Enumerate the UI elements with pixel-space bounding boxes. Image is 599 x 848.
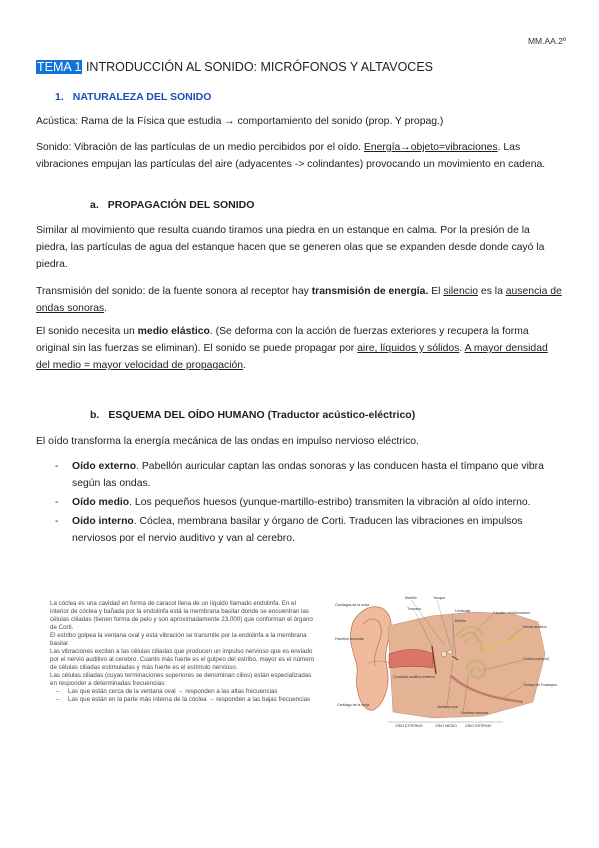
label-pabellon: Pabellón auricular [335,637,364,641]
page-title [36,60,433,74]
list-item-bold: Oído externo [72,461,137,472]
section-b-title: ESQUEMA DEL OÍDO HUMANO (Traductor acústico-eléctrico) [108,409,416,421]
list-item [55,513,565,547]
snippet-line: Las vibraciones excitan a las células ciliadas que producen un impulso nervioso que es enviado por el nervio auditivo al cerebro. Cuanto más fuerte es el golpeo del estribo, mayor es el número de células ciliadas estimuladas y más fuerte es el estímulo nervioso. [50,648,315,671]
transmision-silencio: silencio [443,286,479,297]
transmision-text-4: . [104,303,108,314]
pinna-shape [351,607,392,710]
list-item-bold: Oido interno [72,516,134,527]
medio-densidad: A mayor densidad del medio = mayor velocidad de propagación [36,343,548,371]
medio-text-2: . (Se deforma con la acción de fuerzas exteriores y recupera la forma original sin las fuerzas se eliminan). El sonido se puede propagar por [36,326,529,354]
label-ventana-redonda: Ventana redonda [461,711,489,715]
transmision-text-3: es la [478,286,506,297]
transmision-text-2: El [428,286,444,297]
section-a-title: PROPAGACIÓN DEL SONIDO [107,199,255,211]
paragraph-acustica: Acústica: Rama de la Física que estudia → comportamiento del sonido (prop. Y propag.) [36,116,444,127]
label-timpano: Tímpano [407,607,422,611]
label-conducto: Conducto auditivo externo [393,675,435,679]
list-item-text [72,513,565,547]
section-1-heading [55,91,211,103]
ear-anatomy-svg [333,594,561,729]
section-1-title: NATURALEZA DEL SONIDO [72,91,212,103]
list-item-bold: Oído medio [72,497,130,508]
ear-canal-shape [389,650,433,669]
transmision-text-1: Transmisión del sonido: de la fuente sonora al receptor hay [36,286,312,297]
paragraph-transmision [36,283,564,317]
bullet-dash: - [55,516,59,527]
paragraph-similar: Similar al movimiento que resulta cuando tiramos una piedra en un estanque en calma. Por la presión de la piedra, las partículas de agua del estanque hacen que se generen olas que se expanden desde donde cayó la piedra. [36,225,545,270]
bullet-dash: - [55,461,59,472]
label-nervio: Nervio auditivo [523,625,547,629]
list-item-body: . Los pequeños huesos (yunque-martillo-estribo) transmiten la vibración al oído interno. [129,497,531,508]
medio-text-1: El sonido necesita un [36,326,138,337]
sonido-underlined: Energía→objeto=vibraciones [363,142,498,153]
sonido-text-1: Sonido: Vibración de las partículas de un medio percibidos por el oído. [36,142,364,153]
medio-bold: medio elástico [137,326,210,337]
label-oido-medio: OÍDO MEDIO [435,724,457,728]
header-code: MM.AA.2º [527,36,566,46]
section-b-heading [90,409,415,421]
snippet-subitem: – Las que están en la parte más interna de la cóclea → responden a las bajas frecuencias [56,696,311,703]
ear-anatomy-diagram [333,594,561,729]
label-coclea: Cóclea (caracol) [523,657,550,661]
list-item-body: . Cóclea, membrana basilar y órgano de Corti. Traducen las vibraciones en impulsos nerviosos por el nervio auditivo y van al cerebro. [72,516,523,544]
transmision-bold: transmisión de energía. [311,286,429,297]
transmision-ausencia: ausencia de ondas sonoras [36,286,562,314]
title-text: INTRODUCCIÓN AL SONIDO: MICRÓFONOS Y ALTAVOCES [82,60,433,74]
label-cartilagos-oreja: Cartílagos de la oreja [335,603,370,607]
snippet-line: El estribo golpea la ventana oval y esta vibración se transmite por la endolinfa a la membrana basilar. [50,632,307,647]
snippet-subitem-text: Las que están cerca de la ventana oval → responden a las altas frecuencias [68,688,278,695]
tema-tag: TEMA 1 [37,60,82,74]
label-cartilagos-oido: Cartílago de la oreja [337,703,370,707]
medio-text-4: . [243,360,246,371]
section-a-heading [90,199,254,211]
paragraph-oido: El oído transforma la energía mecánica de las ondas en impulso nervioso eléctrico. [36,436,419,447]
label-ventana-oval: Ventana oval [437,705,458,709]
list-item-text [72,458,565,492]
section-1-number: 1. [55,91,64,103]
paragraph-medio [36,323,564,374]
snippet-subitem-text: Las que están en la parte más interna de la cóclea → responden a las bajas frecuencias [68,696,311,703]
label-lenticular: Lenticular [455,609,471,613]
section-b-label: b. [90,409,100,421]
medio-aire: aire, líquidos y sólidos [357,343,460,354]
list-item [55,494,565,511]
medio-text-3: . [459,343,465,354]
label-oido-externo: OÍDO EXTERNO [395,724,423,728]
snippet-line: La cóclea es una cavidad en forma de caracol llena de un líquido llamado endolinfa. En el interior de cóclea y bañada por la endolinfa está la membrana basilar donde se encuentran las células ciliadas (tienen forma de pelo y son aproximadamente 23.000) que conforman el órgano de Corti. [50,600,313,631]
label-martillo: Martillo [405,596,417,600]
label-trompa: Trompa de Eustaquio [523,683,558,687]
list-item-text [72,494,531,511]
label-canales: Canales semicirculares [493,611,531,615]
list-item-body: . Pabellón auricular captan las ondas sonoras y las conducen hasta el tímpano que vibra según las ondas. [72,461,544,489]
label-yunque: Yunque [433,596,446,600]
paragraph-sonido [36,139,564,173]
section-a-label: a. [90,199,99,211]
bullet-dash: - [55,497,59,508]
ear-parts-list [55,458,565,549]
snippet-line: Las células ciliadas (cuyas terminaciones superiores se denominan cilios) están especializadas en responder a determinadas frecuencias: [50,672,312,687]
label-oido-interno: OÍDO INTERNO [465,724,492,728]
snippet-subitem: – Las que están cerca de la ventana oval → responden a las altas frecuencias [56,688,278,695]
list-item [55,458,565,492]
sonido-text-2: . Las vibraciones empujan las partículas del aire (adyacentes -> colindantes) provocando un movimiento en cadena. [36,142,546,170]
cochlea-text-snippet [50,600,315,704]
label-estribo: Estribo [455,619,467,623]
